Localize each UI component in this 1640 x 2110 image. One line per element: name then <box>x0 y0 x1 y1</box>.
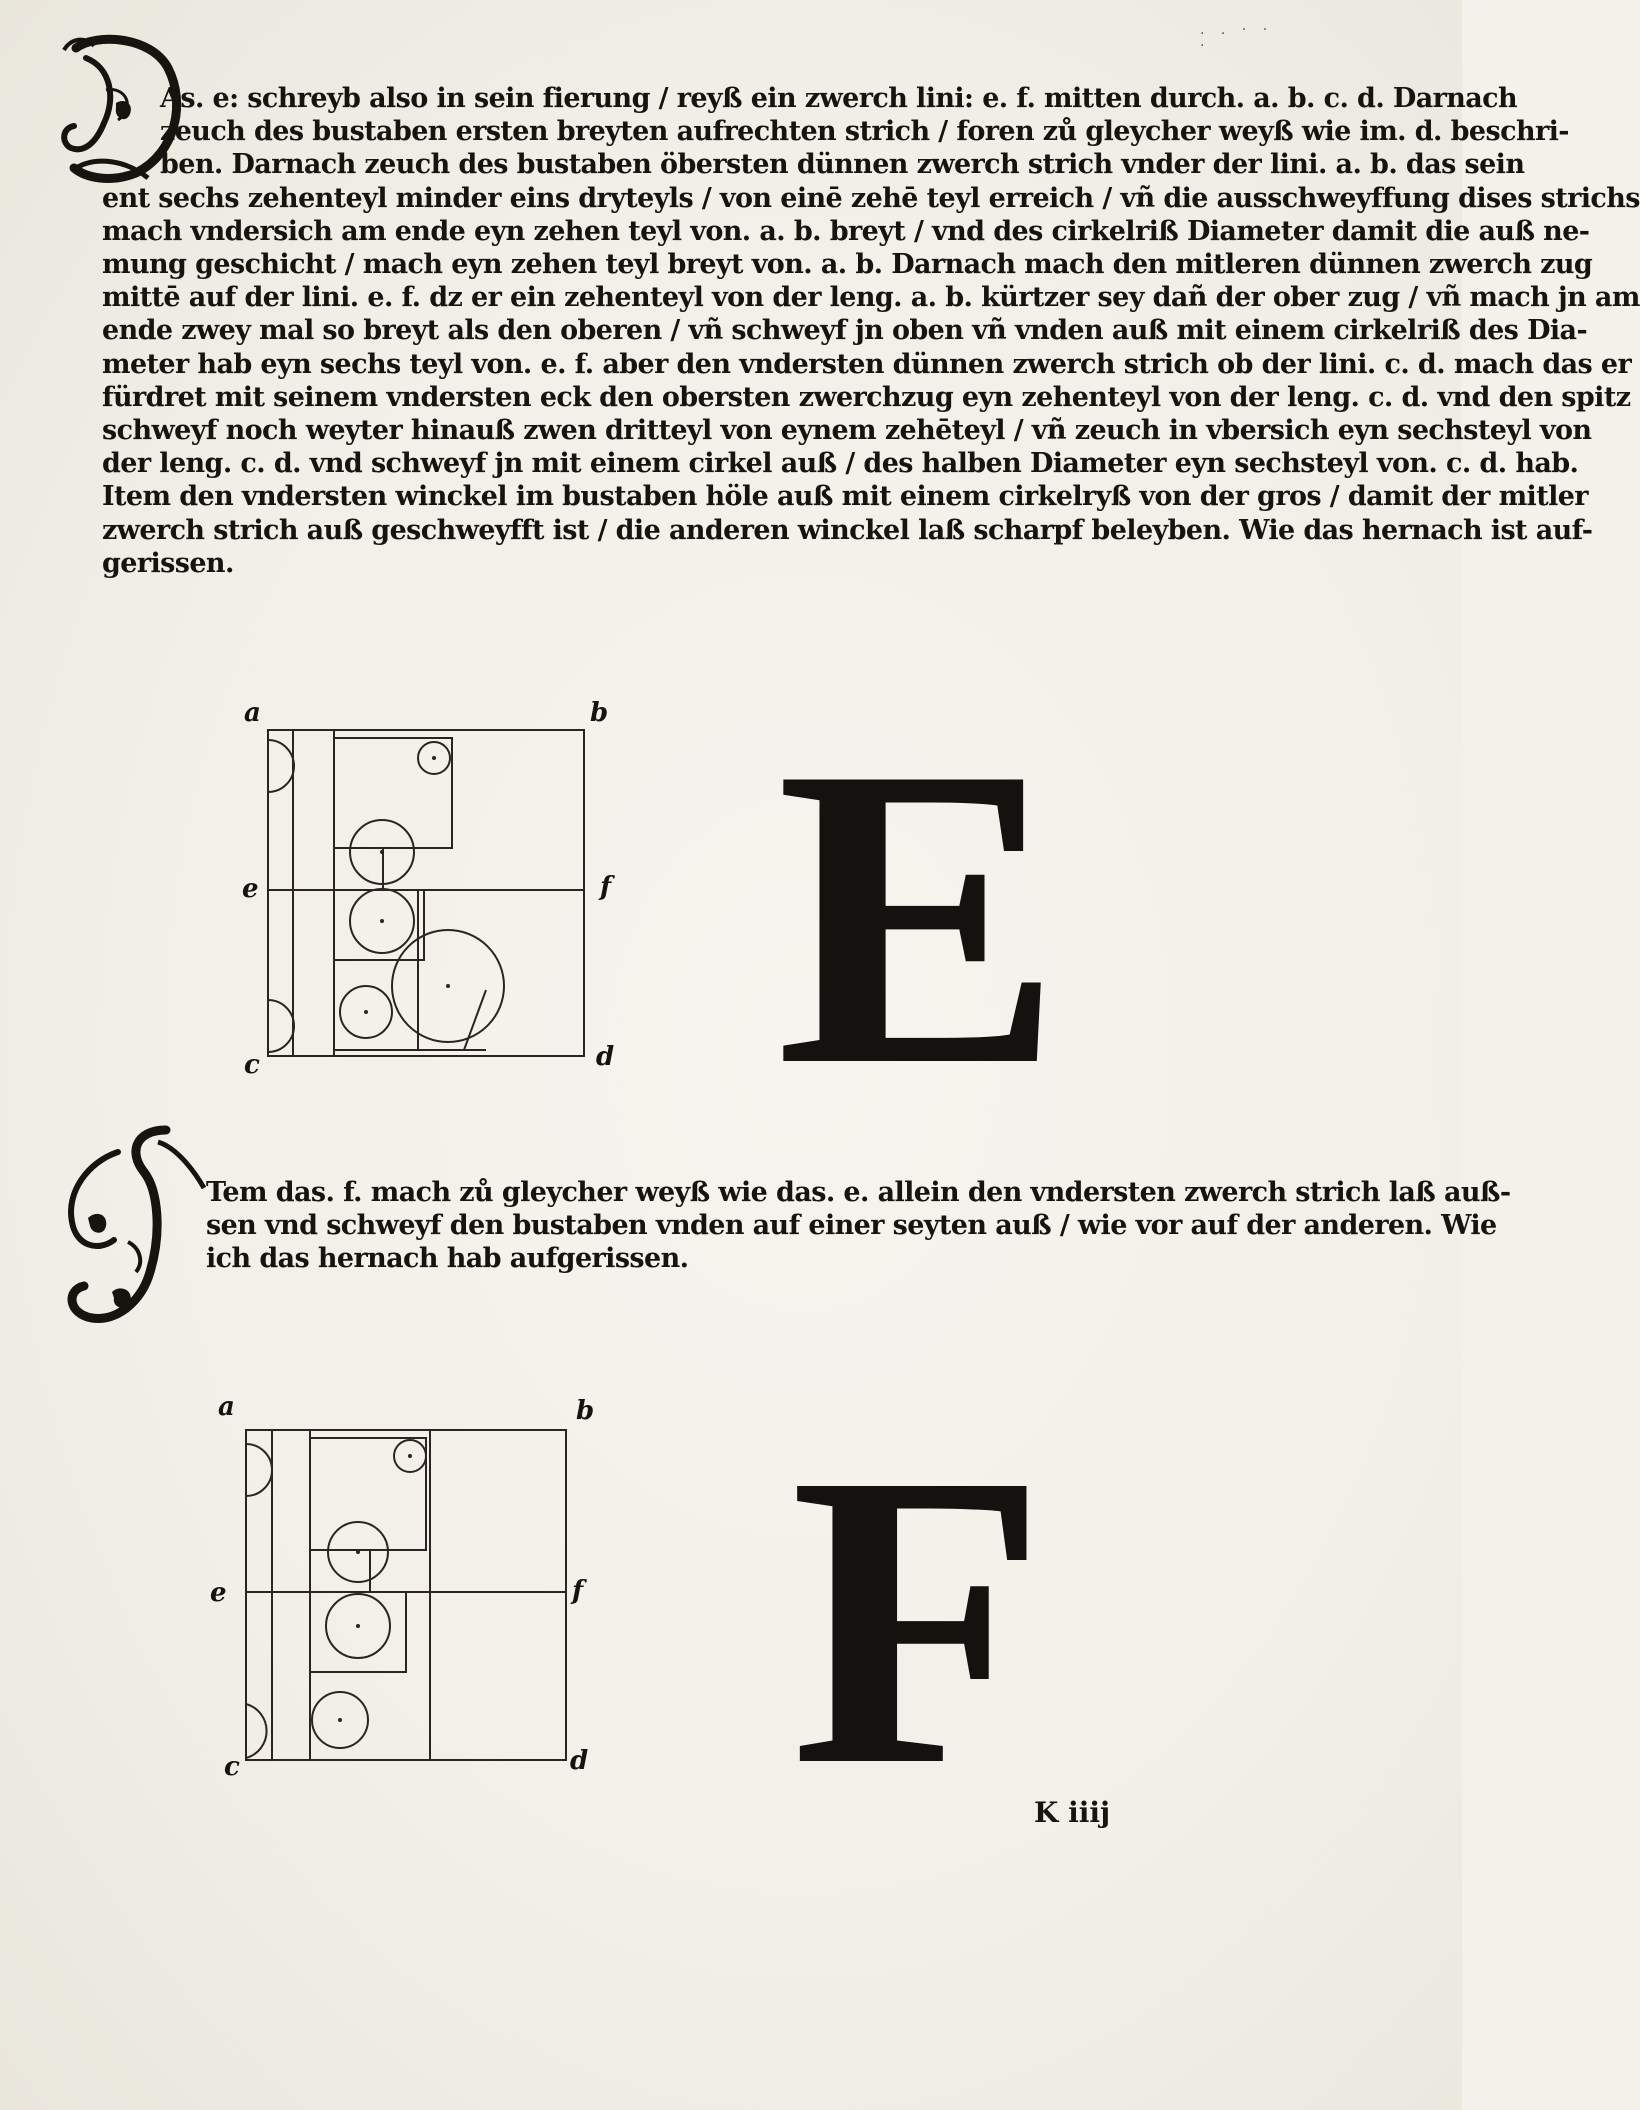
text-line: zwerch strich auß geschweyfft ist / die anderen winckel laß scharpf beleyben. Wie das hernach ist auf- <box>102 514 1593 546</box>
point-label-c: c <box>224 1752 240 1782</box>
point-label-b: b <box>576 1396 595 1426</box>
point-label-a: a <box>244 698 261 728</box>
text-line: ben. Darnach zeuch des bustaben öbersten dünnen zwerch strich vnder der lini. a. b. das sein <box>160 149 1525 181</box>
text-line: schweyf noch weyter hinauß zwen dritteyl von eynem zehēteyl / vñ zeuch in vbersich eyn sechsteyl von <box>102 415 1592 447</box>
text-line: der leng. c. d. vnd schweyf jn mit einem cirkel auß / des halben Diameter eyn sechsteyl von. c. d. hab. <box>102 448 1579 480</box>
paragraph-letter-e-instructions <box>102 82 1640 580</box>
sample-letter-f: F <box>790 1387 1047 1852</box>
point-label-d: d <box>570 1746 589 1776</box>
text-line: mittē auf der lini. e. f. dz er ein zehenteyl von der leng. a. b. kürtzer sey dañ der ober zug / vñ mach jn am <box>102 282 1640 314</box>
text-line: mung geschicht / mach eyn zehen teyl breyt von. a. b. Darnach mach den mitleren dünnen zwerch zug <box>102 249 1593 281</box>
point-label-f: f <box>600 872 612 902</box>
text-line: fürdret mit seinem vndersten eck den obersten zwerchzug eyn zehenteyl von der leng. c. d. vnd den spitz <box>102 381 1631 413</box>
point-label-c: c <box>244 1050 260 1080</box>
text-line: gerissen. <box>102 547 234 579</box>
paragraph-letter-f-instructions <box>102 1176 1511 1276</box>
text-line: ende zwey mal so breyt als den oberen / vñ schweyf jn oben vñ vnden auß mit einem cirkelriß des Dia- <box>102 315 1588 347</box>
signature-mark: K iiij <box>1034 1796 1111 1829</box>
construction-diagram-e <box>238 700 618 1090</box>
text-line: mach vndersich am ende eyn zehen teyl von. a. b. breyt / vnd des cirkelriß Diameter damit die auß ne- <box>102 215 1590 247</box>
text-line: meter hab eyn sechs teyl von. e. f. aber den vndersten dünnen zwerch strich ob der lini. c. d. mach das er <box>102 348 1632 380</box>
text-line: Item den vndersten winckel im bustaben höle auß mit einem cirkelryß von der gros / damit der mitler <box>102 481 1588 513</box>
point-label-d: d <box>596 1042 615 1072</box>
point-label-b: b <box>590 698 609 728</box>
point-label-e: e <box>210 1578 227 1608</box>
diagram-e-svg <box>238 700 618 1090</box>
text-line: As. e: schreyb also in sein fierung / reyß ein zwerch lini: e. f. mitten durch. a. b. c. d. Darnach <box>160 83 1518 114</box>
point-label-f: f <box>572 1576 584 1606</box>
text-line: zeuch des bustaben ersten breyten aufrechten strich / foren zů gleycher weyß wie im. d. beschri- <box>160 116 1569 148</box>
text-line: ich das hernach hab aufgerissen. <box>206 1243 689 1275</box>
construction-diagram-f <box>210 1392 595 1782</box>
point-label-a: a <box>218 1392 235 1422</box>
text-line: ent sechs zehenteyl minder eins dryteyls / von einē zehē teyl erreich / vñ die ausschweyffung dises strichs <box>102 182 1640 214</box>
sample-letter-e: E <box>776 679 1063 1155</box>
diagram-f-svg <box>210 1392 590 1782</box>
text-line: sen vnd schweyf den bustaben vnden auf einer seyten auß / wie vor auf der anderen. Wie <box>206 1210 1497 1242</box>
point-label-e: e <box>242 874 259 904</box>
corner-marks: . . · · · <box>1200 22 1274 54</box>
text-line: Tem das. f. mach zů gleycher weyß wie das. e. allein den vndersten zwerch strich laß auß- <box>206 1177 1511 1208</box>
